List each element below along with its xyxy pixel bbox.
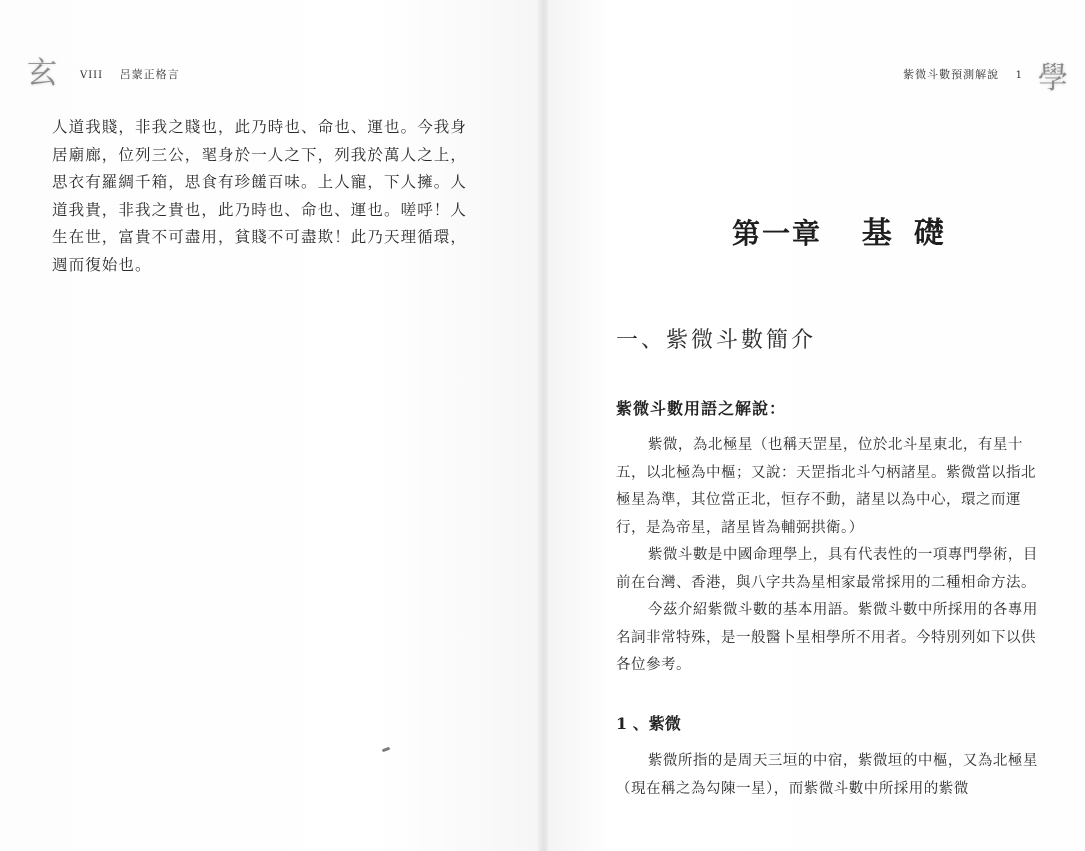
- xue-emblem-icon: 學: [1038, 61, 1068, 96]
- scan-speck: [382, 747, 391, 753]
- left-running-head: [80, 66, 180, 82]
- chapter-name: 基礎: [861, 216, 966, 251]
- left-body-text: [52, 114, 480, 279]
- item-heading: 1 、紫微: [616, 714, 681, 733]
- paragraph: 紫微，為北極星（也稱天罡星，位於北斗星東北，有星十五，以北極為中樞；又說：天罡指北斗勺柄諸星。紫微當以指北極星為準，其位當正北，恒存不動，諸星以為中心，環之而運行，是為帝星，諸星皆為輔弼拱衛。）: [616, 437, 1036, 536]
- paragraph: 紫微斗數是中國命理學上，具有代表性的一項專門學術，目前在台灣、香港，與八字共為星相家最常採用的二種相命方法。: [616, 547, 1038, 591]
- subsection-title: 紫微斗數用語之解說：: [616, 399, 787, 418]
- item-body-text: [616, 748, 1038, 803]
- right-body-text: [616, 432, 1038, 680]
- quote-paragraph: 人道我賤，非我之賤也，此乃時也、命也、運也。今我身居廟廊，位列三公，毣身於一人之下，列我於萬人之上，思衣有羅綢千箱，思食有珍饈百味。上人寵，下人擁。人道我貴，非我之貴也，此乃時也、命也、運也。嗟呼！人生在世，富貴不可盡用，貧賤不可盡欺！此乃天理循環，週而復始也。: [52, 118, 468, 274]
- left-running-title: 呂蒙正格言: [119, 68, 180, 81]
- paragraph: 今茲介紹紫微斗數的基本用語。紫微斗數中所採用的各專用名詞非常特殊，是一般醫卜星相學所不用者。今特別列如下以供各位參考。: [616, 602, 1038, 673]
- right-page: [548, 0, 1085, 851]
- right-page-number: 1: [1015, 70, 1023, 81]
- right-running-head: [903, 66, 1023, 82]
- chapter-label: 第一章: [732, 217, 823, 250]
- left-page-number: VIII: [80, 70, 104, 81]
- paragraph: 紫微所指的是周天三垣的中宿，紫微垣的中樞，又為北極星（現在稱之為勾陳一星），而紫微斗數中所採用的紫微: [616, 753, 1038, 797]
- section-title: 一、紫微斗數簡介: [616, 328, 817, 353]
- right-running-title: 紫微斗數預測解說: [903, 68, 1000, 81]
- left-page: [0, 0, 540, 851]
- xuan-emblem-icon: 玄: [27, 56, 57, 91]
- chapter-title: [732, 208, 966, 252]
